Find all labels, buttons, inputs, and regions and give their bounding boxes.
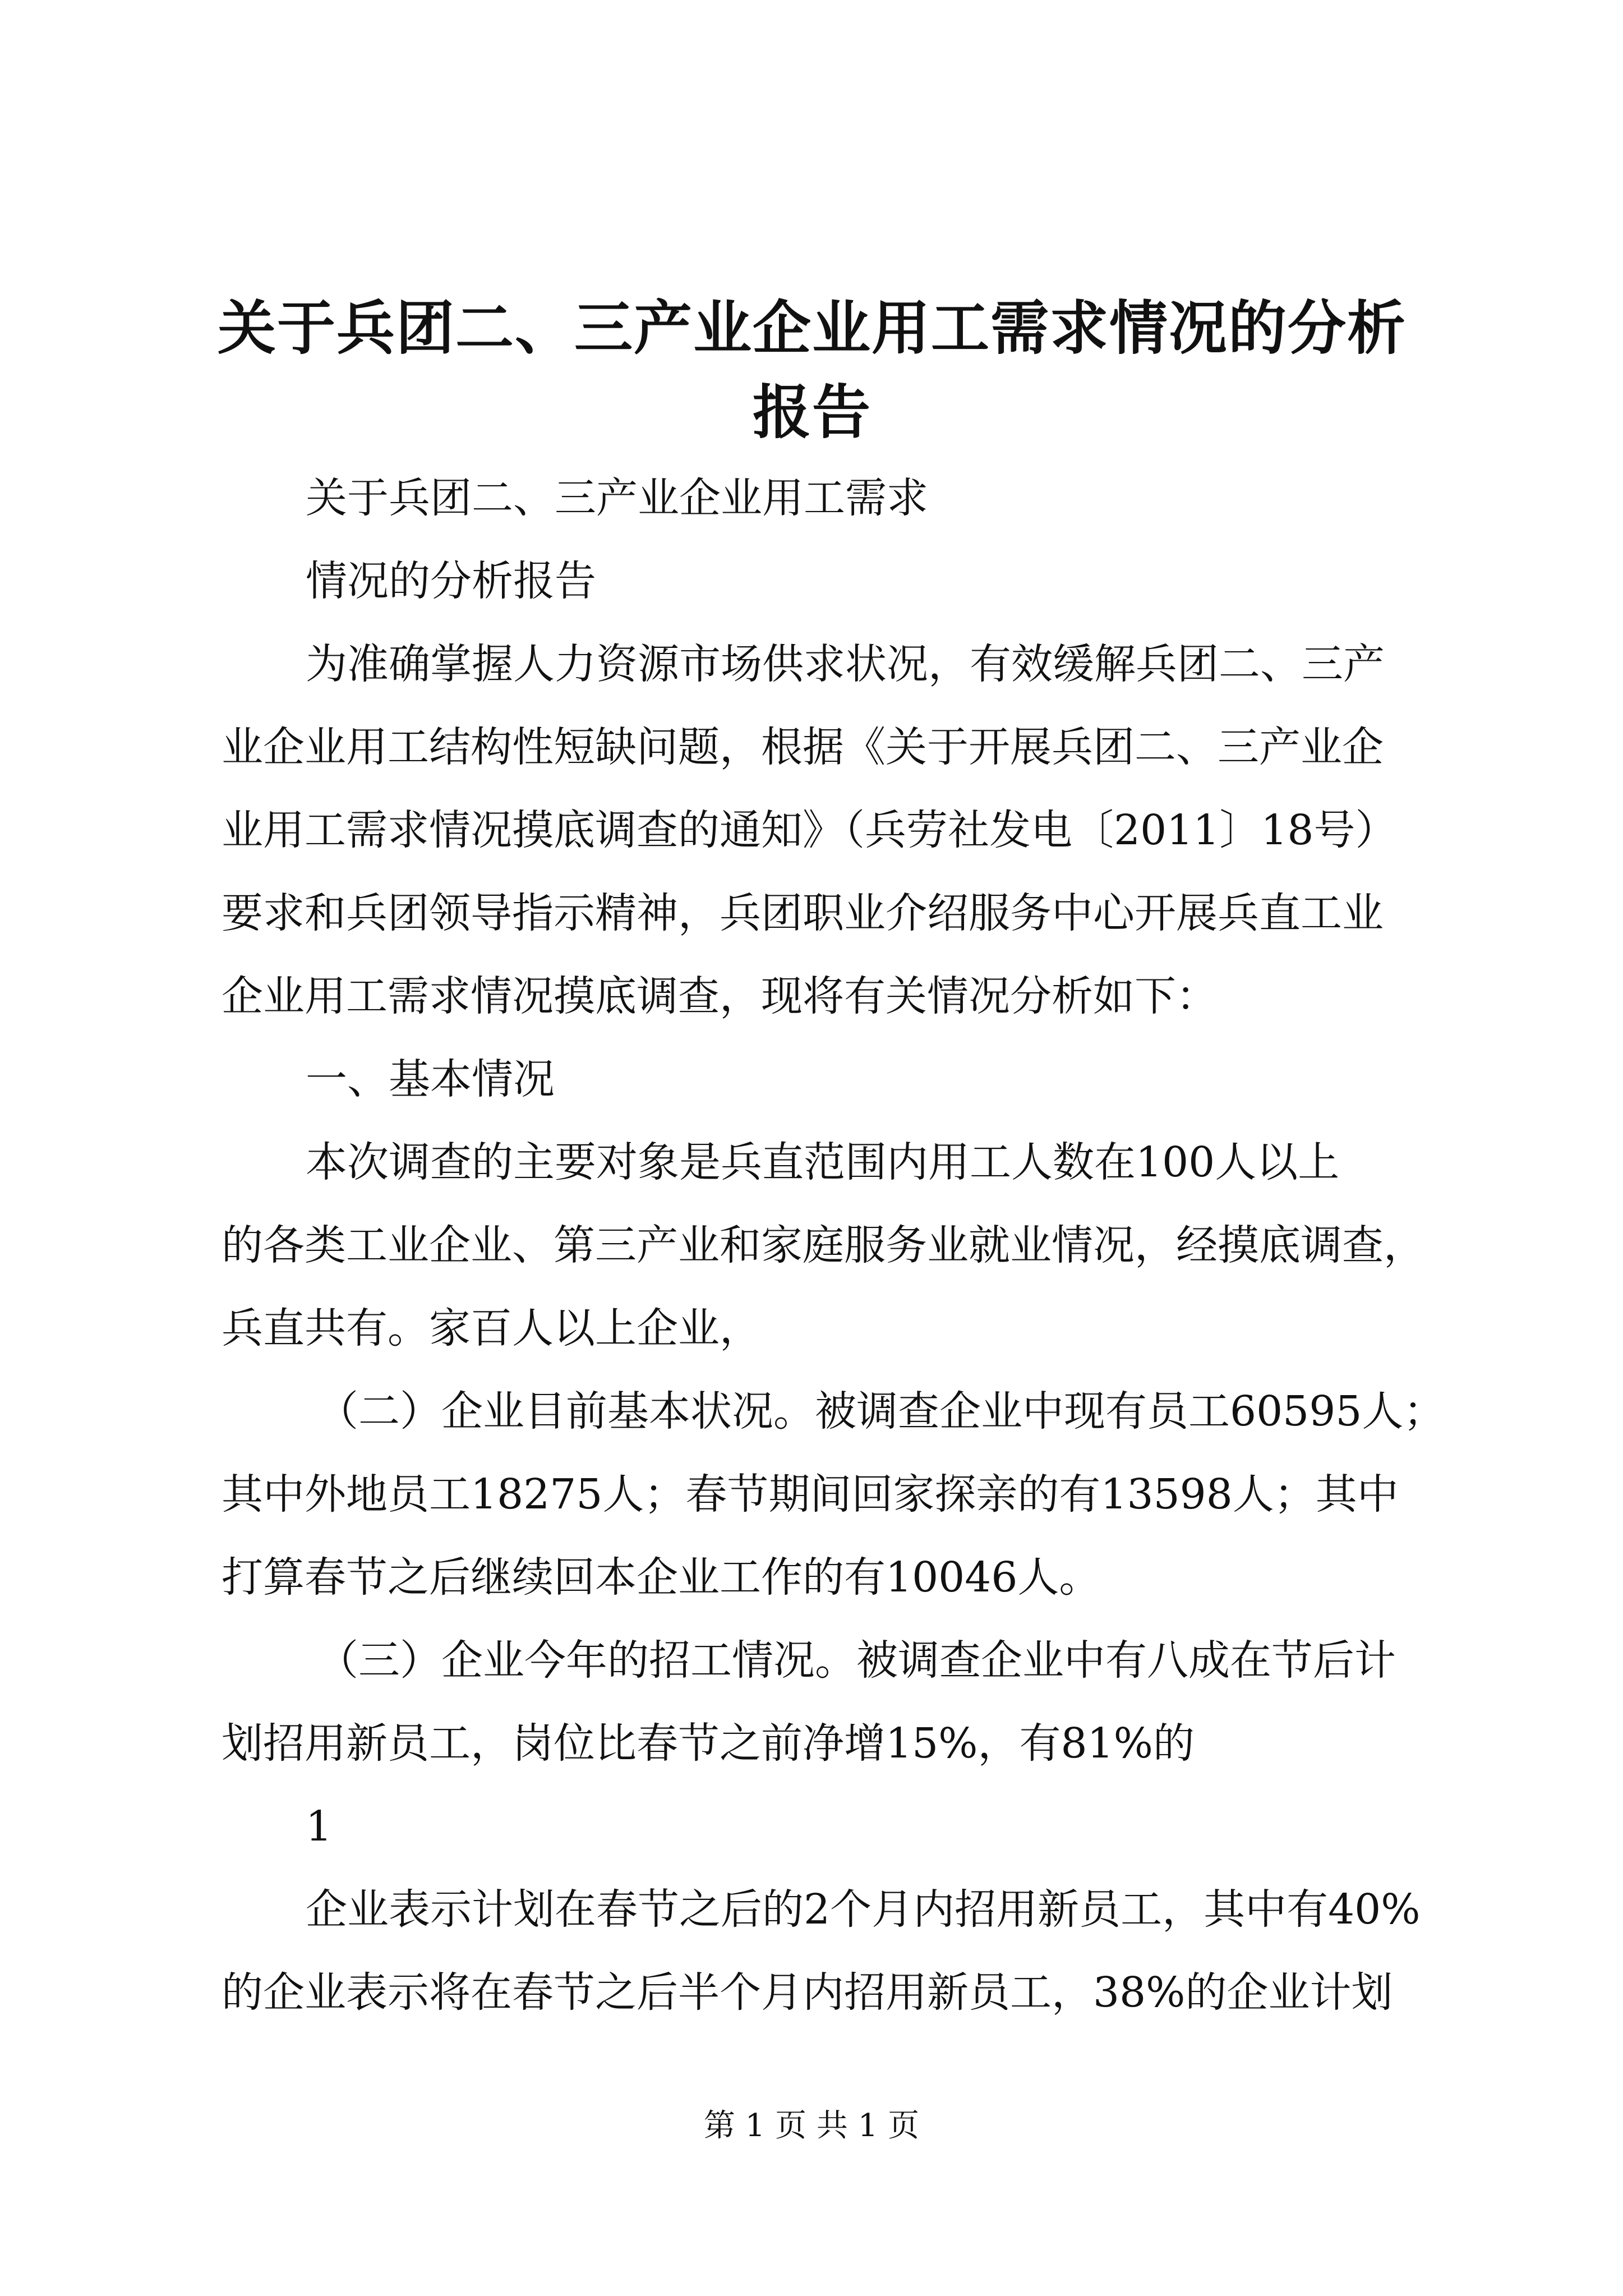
body-line: 业用工需求情况摸底调查的通知》（兵劳社发电〔2011〕18号） bbox=[222, 806, 1397, 854]
body-line: 的企业表示将在春节之后半个月内招用新员工，38%的企业计划 bbox=[222, 1968, 1393, 2017]
body-line: 划招用新员工，岗位比春节之前净增15%，有81%的 bbox=[222, 1719, 1195, 1768]
body-line: 兵直共有。家百人以上企业， bbox=[222, 1304, 761, 1352]
body-line: 企业表示计划在春节之后的2个月内招用新员工，其中有40% bbox=[306, 1885, 1421, 1934]
subtitle-line-2: 情况的分析报告 bbox=[306, 557, 596, 605]
inline-page-number: 1 bbox=[306, 1802, 333, 1851]
body-line: 业企业用工结构性短缺问题，根据《关于开展兵团二、三产业企 bbox=[222, 723, 1384, 771]
section-heading: 一、基本情况 bbox=[306, 1055, 555, 1103]
document-title-line-1: 关于兵团二、三产业企业用工需求情况的分析 bbox=[217, 293, 1407, 362]
body-line: （三）企业今年的招工情况。被调查企业中有八成在节后计 bbox=[317, 1636, 1396, 1685]
body-line: （二）企业目前基本状况。被调查企业中现有员工60595人； bbox=[317, 1387, 1445, 1435]
subtitle-line-1: 关于兵团二、三产业企业用工需求 bbox=[306, 474, 928, 522]
body-line: 其中外地员工18275人；春节期间回家探亲的有13598人；其中 bbox=[222, 1470, 1399, 1519]
page-footer: 第 1 页 共 1 页 bbox=[703, 2108, 920, 2144]
body-line: 为准确掌握人力资源市场供求状况，有效缓解兵团二、三产 bbox=[306, 640, 1385, 688]
body-line: 企业用工需求情况摸底调查，现将有关情况分析如下： bbox=[222, 972, 1218, 1020]
body-line: 打算春节之后继续回本企业工作的有10046人。 bbox=[222, 1553, 1101, 1602]
body-line: 要求和兵团领导指示精神，兵团职业介绍服务中心开展兵直工业 bbox=[222, 889, 1384, 937]
body-line: 本次调查的主要对象是兵直范围内用工人数在100人以上 bbox=[306, 1138, 1340, 1186]
body-line: 的各类工业企业、第三产业和家庭服务业就业情况，经摸底调查， bbox=[222, 1221, 1425, 1269]
document-title-line-2: 报告 bbox=[752, 378, 872, 447]
